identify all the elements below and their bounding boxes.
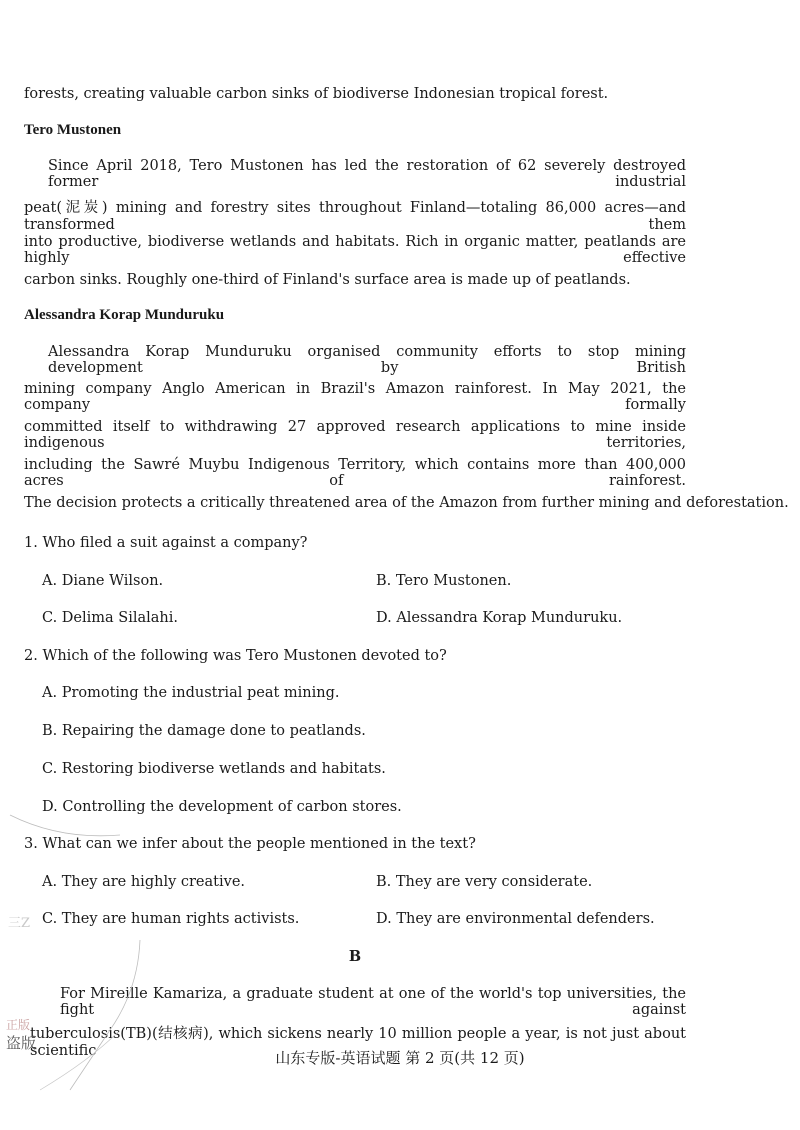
q1-option-d: D. Alessandra Korap Munduruku. <box>376 610 623 626</box>
piracy-stamp <box>6 1016 36 1052</box>
q1-option-a: A. Diane Wilson. <box>42 573 164 589</box>
alessandra-line-3: committed itself to withdrawing 27 approved research applications to mine inside indigenous territories, <box>24 419 686 451</box>
scratch-line-1 <box>10 815 120 836</box>
q2-option-a: A. Promoting the industrial peat mining. <box>42 685 340 701</box>
alessandra-line-1: Alessandra Korap Munduruku organised community efforts to stop mining development by British <box>48 344 686 376</box>
question-2: 2. Which of the following was Tero Mustonen devoted to? <box>24 648 447 664</box>
section-b-line-2: tuberculosis(TB)(结核病), which sickens nearly 10 million people a year, is not just about scientific <box>30 1026 686 1059</box>
q3-option-c: C. They are human rights activists. <box>42 911 300 927</box>
tero-line-3: into productive, biodiverse wetlands and habitats. Rich in organic matter, peatlands are highly effective <box>24 234 686 266</box>
tero-line-2: peat(泥炭) mining and forestry sites throughout Finland—totaling 86,000 acres—and transformed them <box>24 200 686 233</box>
stamp-bottom-text: 盗版 <box>6 1034 37 1052</box>
page-footer: 山东专版-英语试题 第 2 页(共 12 页) <box>275 1049 525 1067</box>
alessandra-line-4: including the Sawré Muybu Indigenous Territory, which contains more than 400,000 acres of rainforest. <box>24 457 686 489</box>
alessandra-line-2: mining company Anglo American in Brazil's Amazon rainforest. In May 2021, the company formally <box>24 381 686 413</box>
q3-option-b: B. They are very considerate. <box>376 874 593 890</box>
section-b-label: B <box>348 948 362 965</box>
q3-option-d: D. They are environmental defenders. <box>376 911 655 927</box>
alessandra-line-5: The decision protects a critically threatened area of the Amazon from further mining and deforestation. <box>24 495 789 511</box>
tero-line-4: carbon sinks. Roughly one-third of Finland's surface area is made up of peatlands. <box>24 272 631 288</box>
q1-option-b: B. Tero Mustonen. <box>376 573 512 589</box>
q2-option-d: D. Controlling the development of carbon stores. <box>42 799 402 815</box>
tero-heading: Tero Mustonen <box>24 122 122 138</box>
alessandra-heading: Alessandra Korap Munduruku <box>24 307 225 323</box>
stamp-top-text: 正版 <box>6 1018 31 1032</box>
q2-option-c: C. Restoring biodiverse wetlands and habitats. <box>42 761 386 777</box>
margin-mark: 三Z <box>8 916 31 931</box>
q1-option-c: C. Delima Silalahi. <box>42 610 179 626</box>
section-b-line-1: For Mireille Kamariza, a graduate student at one of the world's top universities, the fight against <box>60 986 686 1018</box>
question-3: 3. What can we infer about the people mentioned in the text? <box>24 836 476 852</box>
tero-line-1: Since April 2018, Tero Mustonen has led the restoration of 62 severely destroyed former industrial <box>48 158 686 190</box>
q2-option-b: B. Repairing the damage done to peatlands. <box>42 723 366 739</box>
question-1: 1. Who filed a suit against a company? <box>24 535 308 551</box>
q3-option-a: A. They are highly creative. <box>42 874 246 890</box>
intro-tail: forests, creating valuable carbon sinks of biodiverse Indonesian tropical forest. <box>24 86 609 102</box>
